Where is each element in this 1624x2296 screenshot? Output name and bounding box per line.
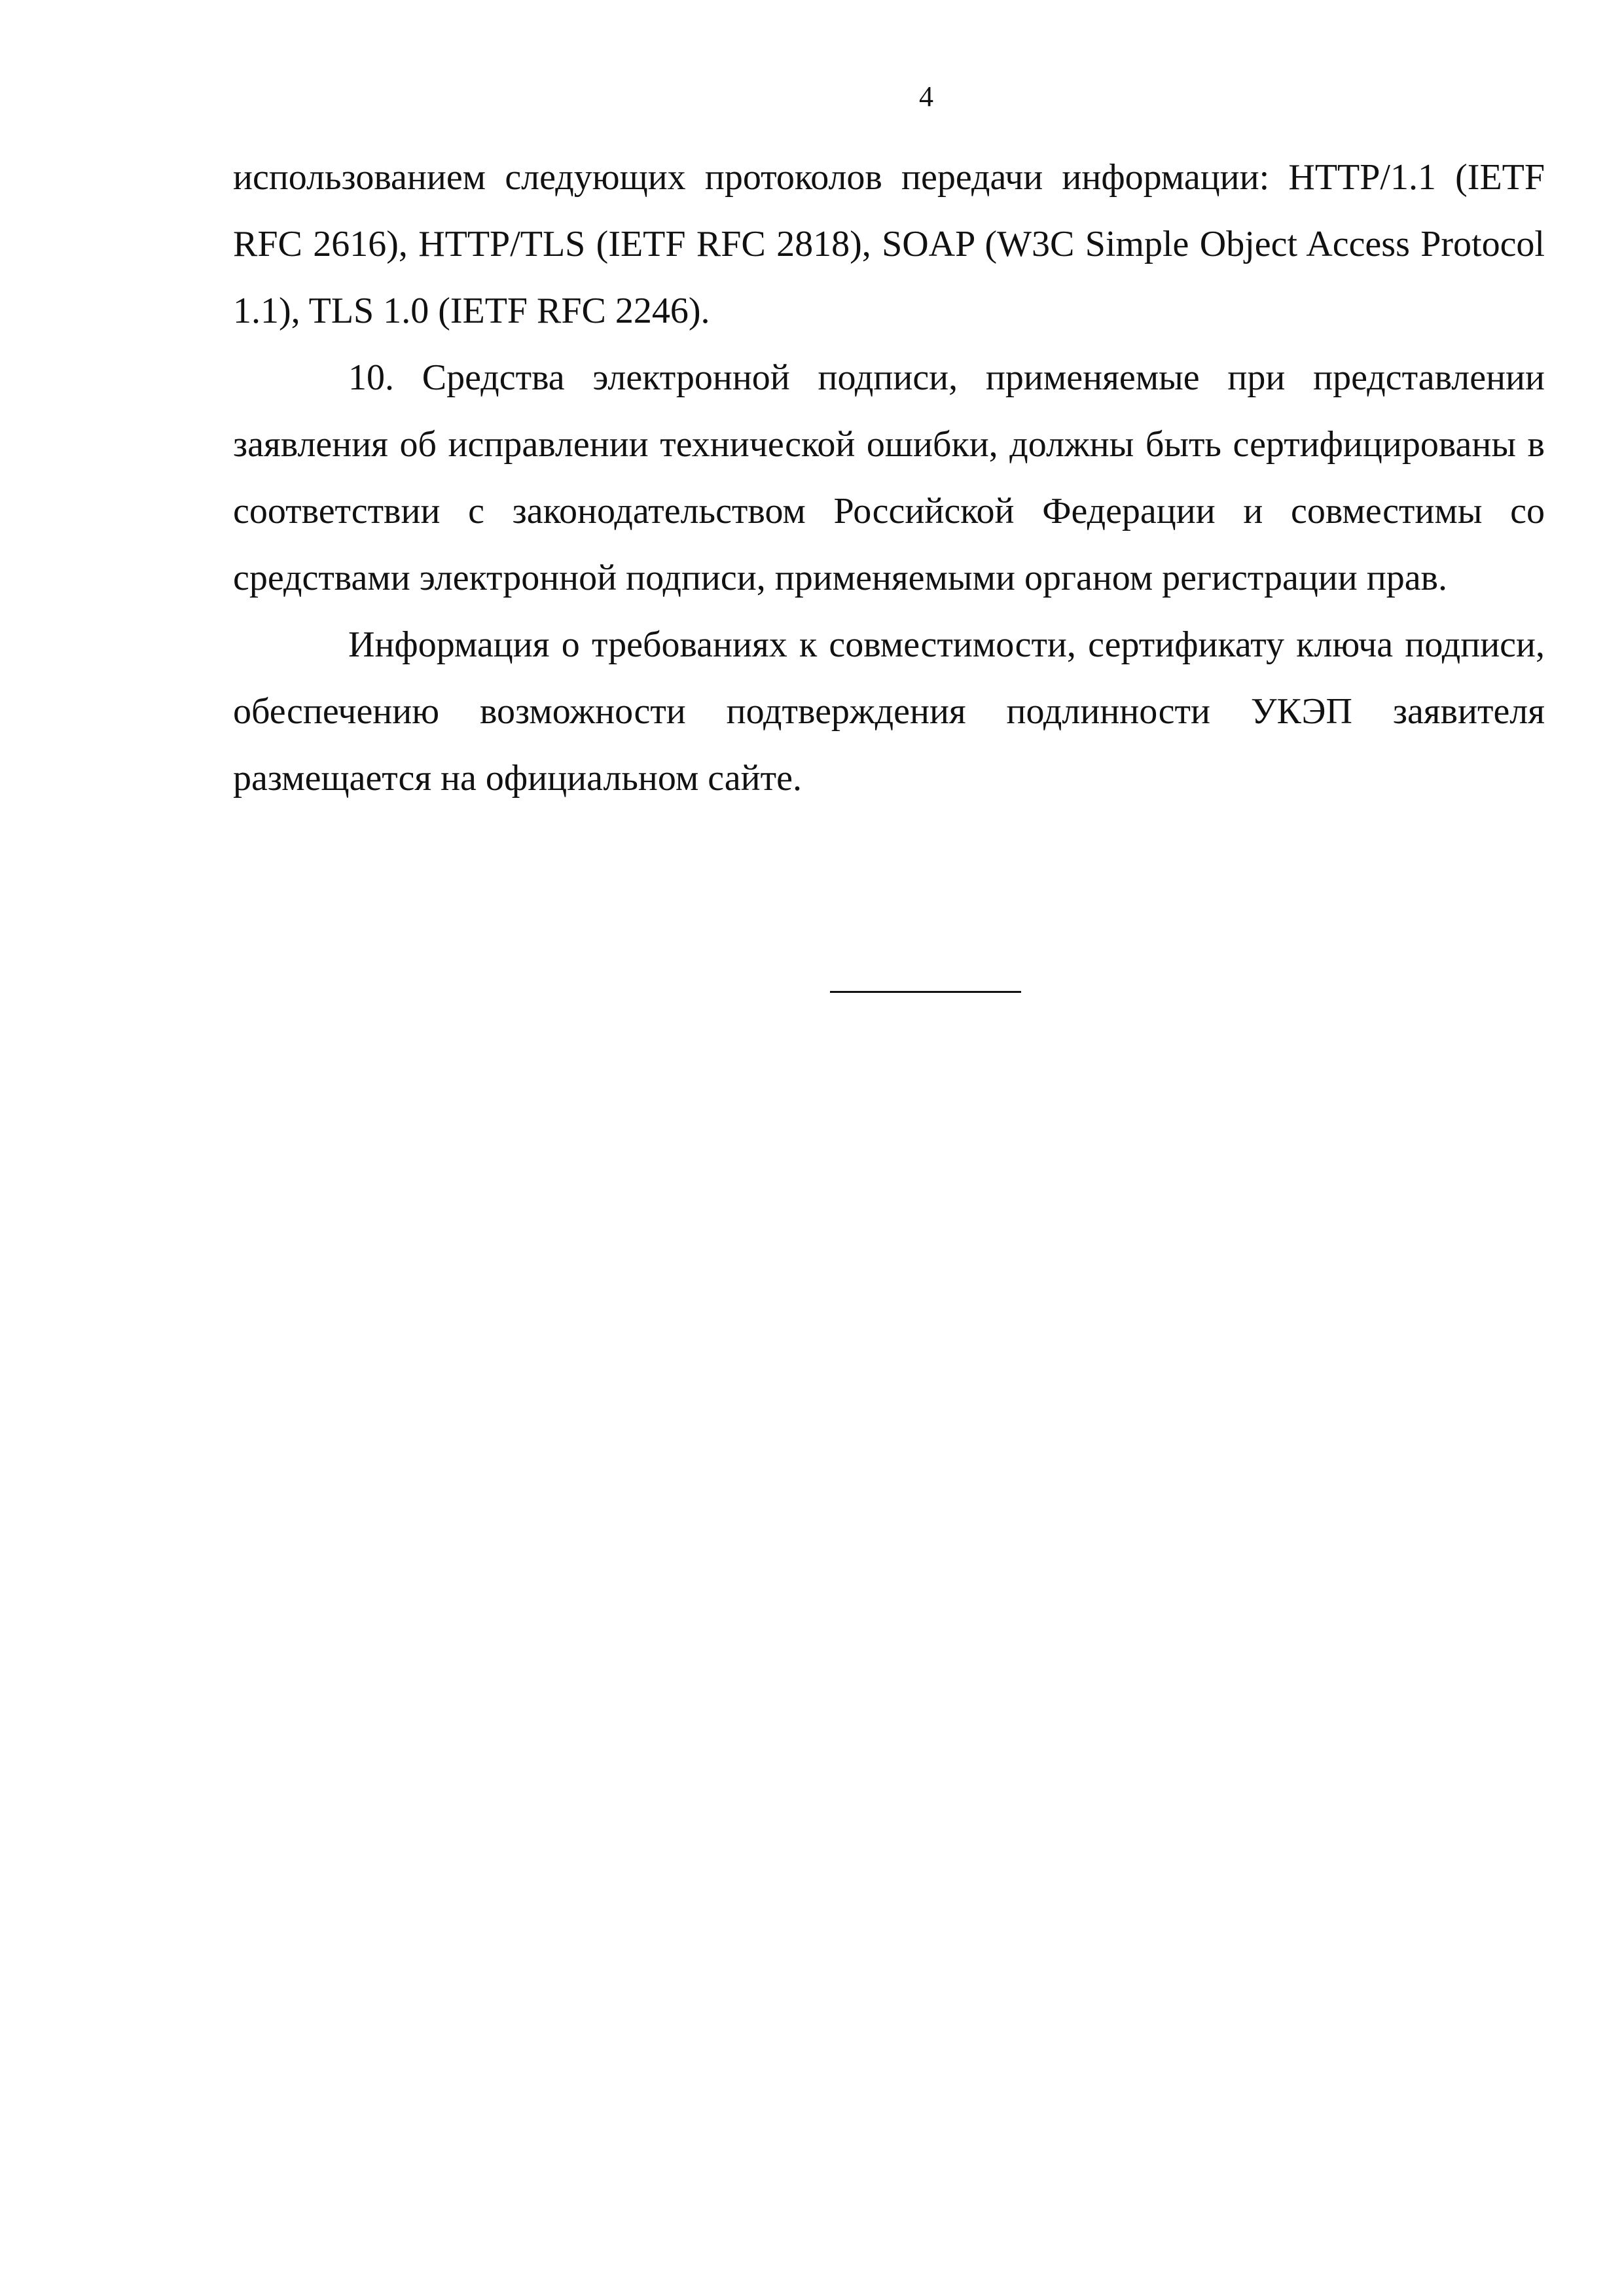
paragraph-info: Информация о требованиях к совместимости, сертификату ключа подписи, обеспечению возможности подтверждения подлинности УКЭП заявителя размещается на официальном сайте. xyxy=(233,624,1545,798)
paragraph-continuation: использованием следующих протоколов передачи информации: HTTP/1.1 (IETF RFC 2616), HTTP/TLS (IETF RFC 2818), SOAP (W3C Simple Object Access Protocol 1.1), TLS 1.0 (IETF RFC 2246). xyxy=(233,157,1545,331)
document-body xyxy=(233,144,1545,812)
page-number: 4 xyxy=(919,81,933,113)
end-of-document-rule xyxy=(830,991,1021,993)
paragraph-item-10: 10. Средства электронной подписи, применяемые при представлении заявления об исправлении технической ошибки, должны быть сертифицированы в соответствии с законодательством Российской Федерации и совместимы со средствами электронной подписи, применяемыми органом регистрации прав. xyxy=(233,357,1545,598)
